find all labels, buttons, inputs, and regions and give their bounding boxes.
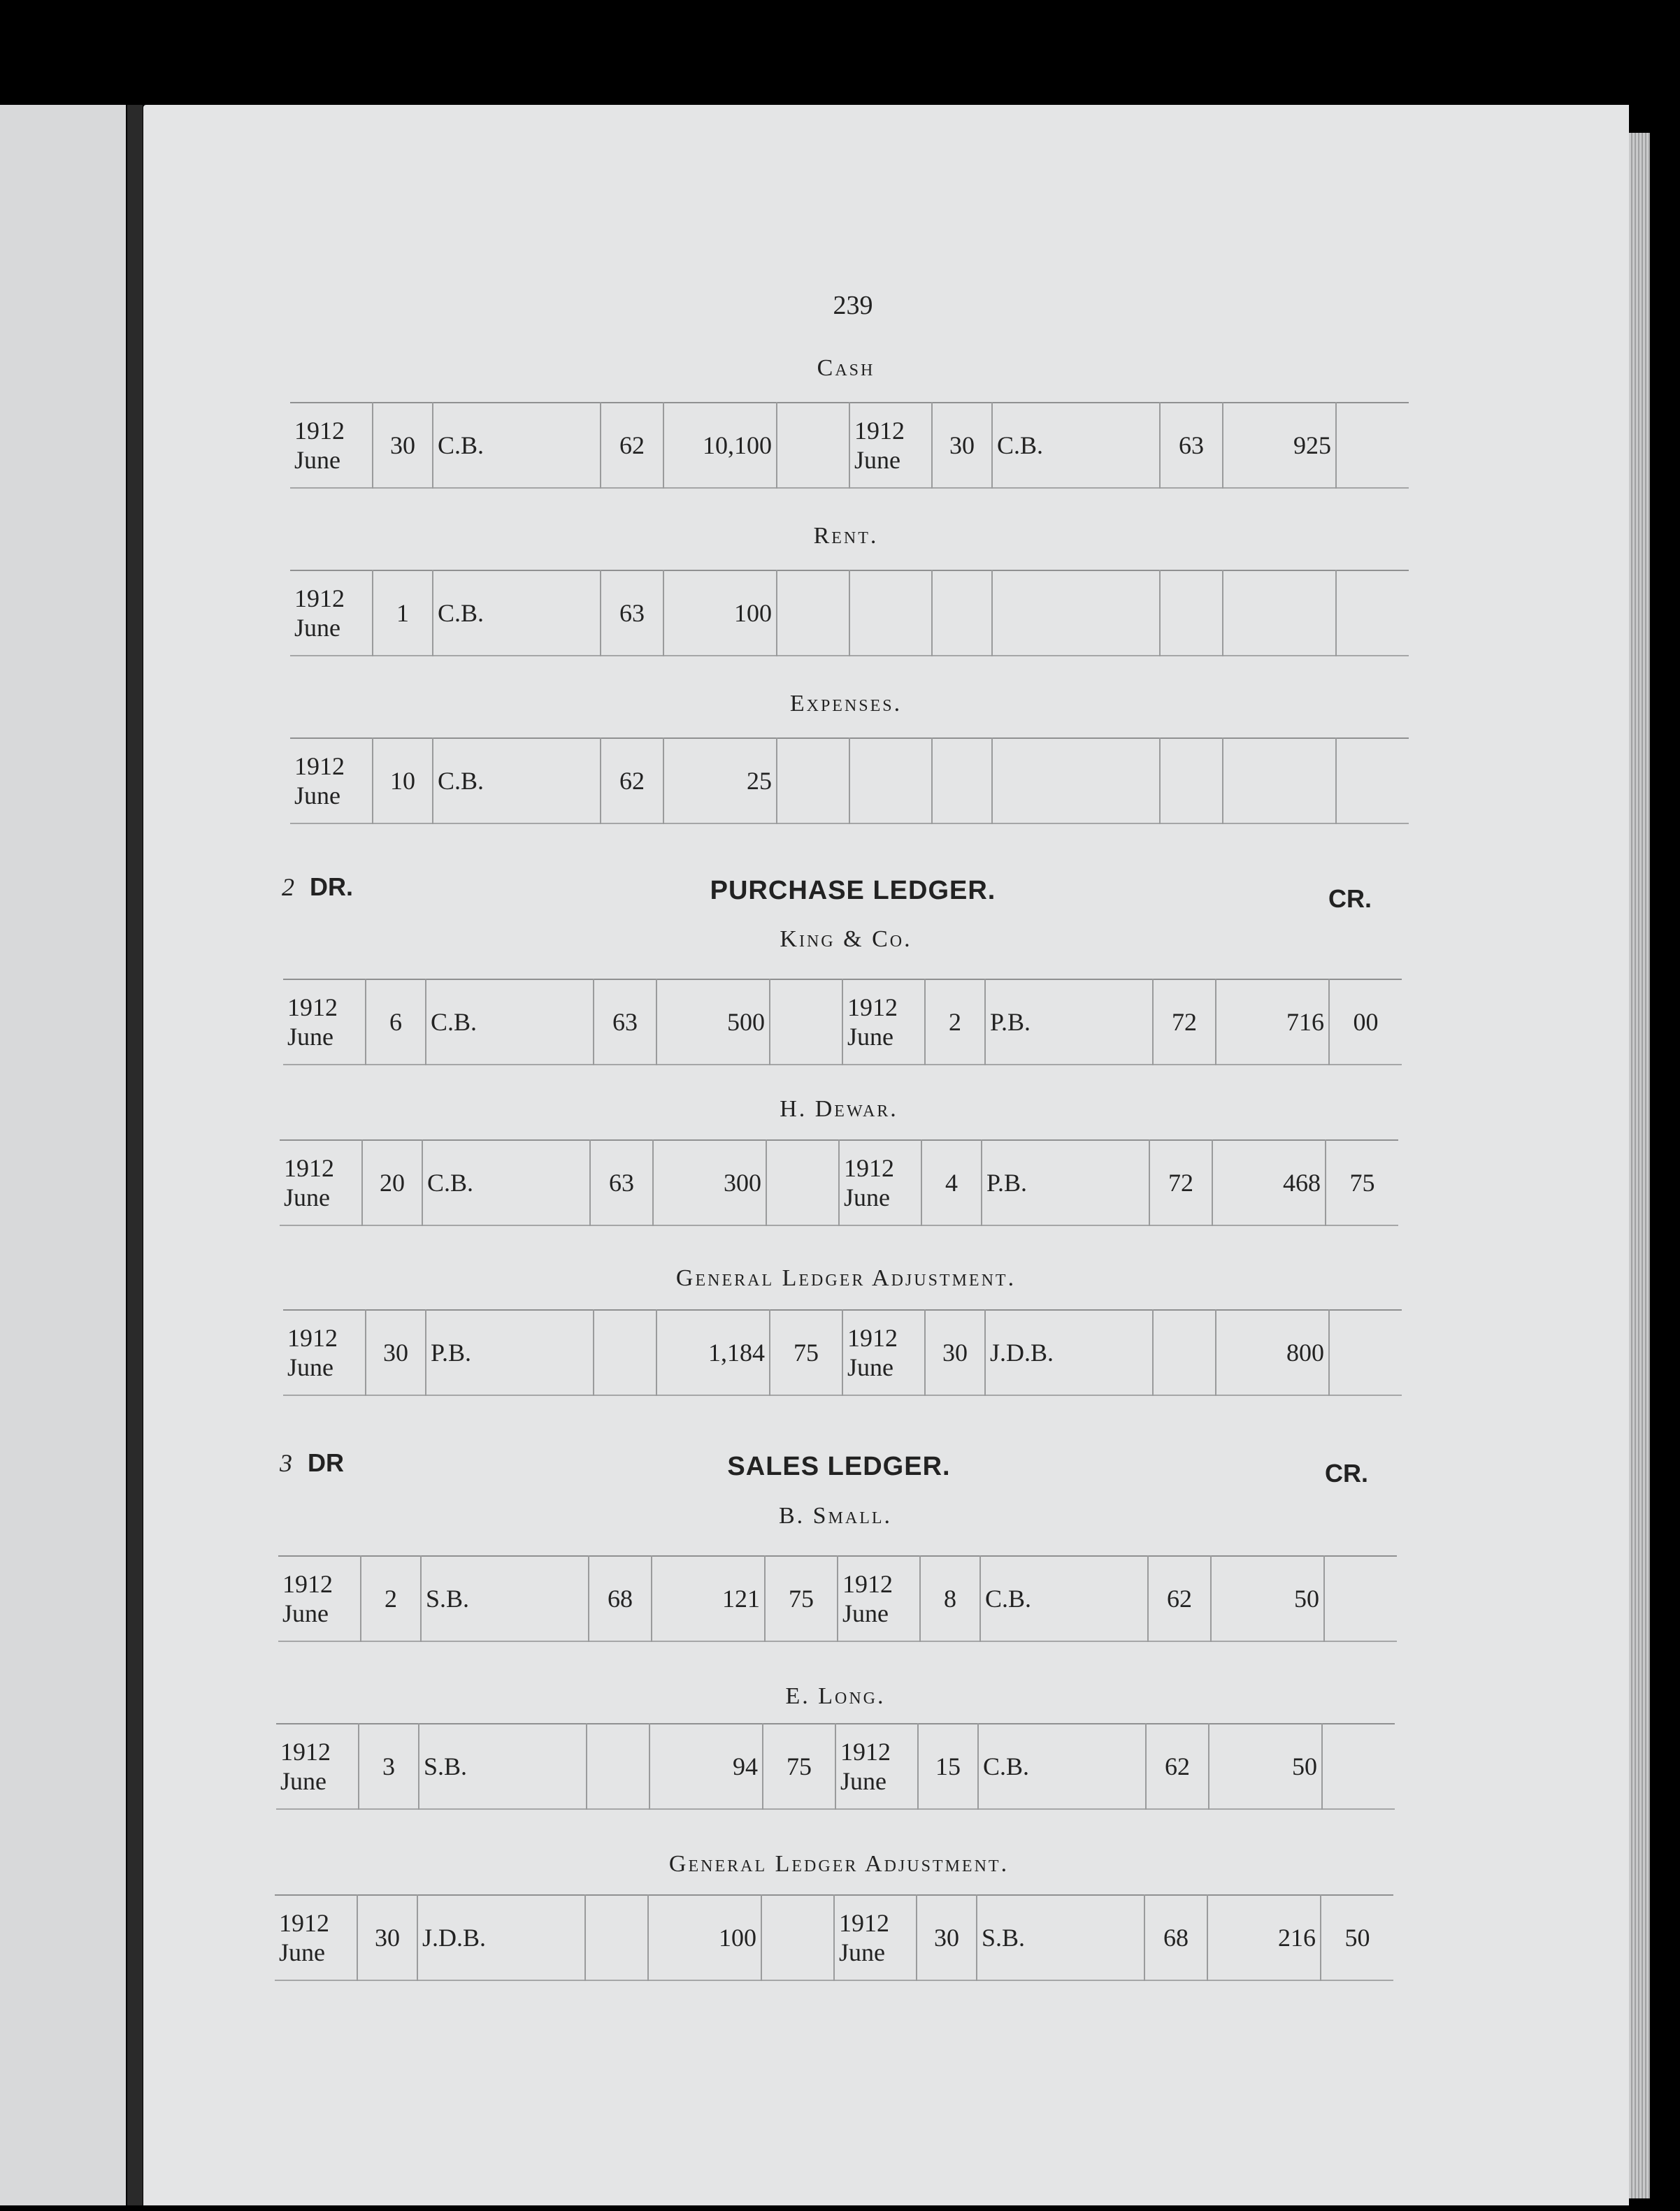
dr-day: 10 bbox=[373, 738, 433, 823]
dr-amount: 121 bbox=[652, 1556, 765, 1641]
dr-amount: 1,184 bbox=[656, 1310, 770, 1395]
cr-folio bbox=[1153, 1310, 1216, 1395]
ledger-table bbox=[290, 737, 1409, 824]
dr-folio-ref: C.B. bbox=[433, 738, 601, 823]
dr-amount: 300 bbox=[653, 1140, 766, 1225]
cr-date bbox=[849, 403, 932, 488]
dr-year: 1912 bbox=[294, 752, 345, 780]
dr-folio bbox=[585, 1895, 648, 1980]
ledger-row bbox=[278, 1556, 1397, 1641]
dr-cents: 75 bbox=[765, 1556, 838, 1641]
account-title: General Ledger Adjustment. bbox=[675, 1265, 1017, 1291]
cr-cents: 50 bbox=[1321, 1895, 1393, 1980]
cr-day: 4 bbox=[921, 1140, 982, 1225]
dr-day: 6 bbox=[366, 979, 426, 1065]
dr-cents bbox=[777, 570, 849, 656]
cr-day bbox=[932, 570, 992, 656]
cr-year: 1912 bbox=[847, 1324, 898, 1352]
cr-date bbox=[839, 1140, 921, 1225]
ledger-table bbox=[280, 1139, 1398, 1226]
cr-month: June bbox=[854, 446, 900, 474]
cr-folio-ref: C.B. bbox=[992, 403, 1160, 488]
account-title: B. Small. bbox=[778, 1503, 893, 1529]
dr-folio-ref: P.B. bbox=[426, 1310, 594, 1395]
sales-dr-label: 3 DR bbox=[280, 1448, 344, 1477]
cr-folio: 72 bbox=[1153, 979, 1216, 1065]
ledger-table bbox=[290, 402, 1409, 489]
dr-day: 20 bbox=[362, 1140, 422, 1225]
cr-cents bbox=[1329, 1310, 1402, 1395]
cr-month: June bbox=[839, 1938, 885, 1966]
cr-date bbox=[838, 1556, 920, 1641]
account-title: Rent. bbox=[813, 523, 879, 549]
cr-folio-ref bbox=[992, 738, 1160, 823]
dr-date bbox=[276, 1724, 359, 1809]
sales-ledger-title: SALES LEDGER. bbox=[727, 1452, 951, 1481]
cr-amount: 800 bbox=[1216, 1310, 1329, 1395]
ledger-row bbox=[276, 1724, 1395, 1809]
cr-month: June bbox=[847, 1023, 893, 1051]
dr-month: June bbox=[284, 1183, 330, 1211]
ledger-row bbox=[280, 1140, 1398, 1225]
dr-cents bbox=[777, 403, 849, 488]
ledger-table bbox=[275, 1894, 1393, 1981]
cr-month: June bbox=[840, 1767, 886, 1795]
dr-folio-ref: S.B. bbox=[419, 1724, 587, 1809]
dr-folio-ref: J.D.B. bbox=[417, 1895, 585, 1980]
dr-month: June bbox=[282, 1599, 329, 1627]
cr-amount: 925 bbox=[1223, 403, 1336, 488]
dr-cents bbox=[770, 979, 842, 1065]
dr-month: June bbox=[294, 782, 340, 809]
ledger-table bbox=[276, 1723, 1395, 1810]
cr-cents bbox=[1336, 570, 1409, 656]
cr-cents bbox=[1336, 738, 1409, 823]
cr-month: June bbox=[847, 1353, 893, 1381]
dr-folio: 63 bbox=[594, 979, 656, 1065]
cr-folio-ref: P.B. bbox=[985, 979, 1153, 1065]
dr-year: 1912 bbox=[294, 417, 345, 445]
cr-folio-ref bbox=[992, 570, 1160, 656]
dr-month: June bbox=[287, 1023, 333, 1051]
page-stack-edge bbox=[1629, 133, 1650, 2198]
cr-amount: 50 bbox=[1209, 1724, 1322, 1809]
cr-date bbox=[849, 570, 932, 656]
dr-cents bbox=[777, 738, 849, 823]
dr-date bbox=[278, 1556, 361, 1641]
dr-year: 1912 bbox=[294, 584, 345, 612]
dr-month: June bbox=[280, 1767, 326, 1795]
dr-amount: 25 bbox=[663, 738, 777, 823]
purchase-dr-label: 2 DR. bbox=[282, 872, 353, 901]
dr-year: 1912 bbox=[284, 1154, 334, 1182]
cr-folio bbox=[1160, 738, 1223, 823]
cr-date bbox=[842, 979, 925, 1065]
cr-date bbox=[834, 1895, 917, 1980]
dr-day: 30 bbox=[357, 1895, 417, 1980]
dr-month: June bbox=[294, 614, 340, 642]
cr-folio: 68 bbox=[1144, 1895, 1207, 1980]
dr-year: 1912 bbox=[280, 1738, 331, 1766]
purchase-ledger-title: PURCHASE LEDGER. bbox=[710, 876, 996, 905]
cr-amount bbox=[1223, 570, 1336, 656]
dr-folio-ref: C.B. bbox=[426, 979, 594, 1065]
cr-folio: 62 bbox=[1146, 1724, 1209, 1809]
dr-folio-ref: C.B. bbox=[433, 403, 601, 488]
ledger-table bbox=[283, 1309, 1402, 1396]
dr-cents: 75 bbox=[763, 1724, 835, 1809]
cr-day: 2 bbox=[925, 979, 985, 1065]
dr-year: 1912 bbox=[287, 993, 338, 1021]
dr-month: June bbox=[294, 446, 340, 474]
cr-cents bbox=[1322, 1724, 1395, 1809]
dr-month: June bbox=[279, 1938, 325, 1966]
ledger-table bbox=[290, 570, 1409, 656]
cr-day: 15 bbox=[918, 1724, 978, 1809]
cr-day: 30 bbox=[925, 1310, 985, 1395]
account-title: General Ledger Adjustment. bbox=[668, 1851, 1010, 1877]
cr-folio-ref: S.B. bbox=[977, 1895, 1144, 1980]
cr-day: 8 bbox=[920, 1556, 980, 1641]
dr-folio: 62 bbox=[601, 738, 663, 823]
dr-date bbox=[283, 979, 366, 1065]
dr-folio bbox=[587, 1724, 649, 1809]
cr-date bbox=[842, 1310, 925, 1395]
dr-day: 30 bbox=[373, 403, 433, 488]
dr-folio: 62 bbox=[601, 403, 663, 488]
cr-folio-ref: C.B. bbox=[978, 1724, 1146, 1809]
ledger-row bbox=[290, 403, 1409, 488]
ledger-row bbox=[290, 570, 1409, 656]
purchase-cr-label: CR. bbox=[1328, 884, 1372, 913]
sales-cr-label: CR. bbox=[1325, 1459, 1368, 1488]
cr-amount bbox=[1223, 738, 1336, 823]
account-title: Expenses. bbox=[789, 691, 903, 716]
cr-cents: 75 bbox=[1326, 1140, 1398, 1225]
dr-amount: 500 bbox=[656, 979, 770, 1065]
account-title: Cash bbox=[817, 355, 875, 381]
cr-folio: 72 bbox=[1149, 1140, 1212, 1225]
cr-folio bbox=[1160, 570, 1223, 656]
cr-day: 30 bbox=[917, 1895, 977, 1980]
dr-folio bbox=[594, 1310, 656, 1395]
dr-day: 3 bbox=[359, 1724, 419, 1809]
cr-year: 1912 bbox=[842, 1570, 893, 1598]
cr-amount: 468 bbox=[1212, 1140, 1326, 1225]
cr-day: 30 bbox=[932, 403, 992, 488]
dr-year: 1912 bbox=[282, 1570, 333, 1598]
cr-year: 1912 bbox=[840, 1738, 891, 1766]
dr-year: 1912 bbox=[287, 1324, 338, 1352]
ledger-table bbox=[278, 1555, 1397, 1642]
dr-date bbox=[280, 1140, 362, 1225]
dr-amount: 94 bbox=[649, 1724, 763, 1809]
facing-page-edge bbox=[0, 105, 126, 2205]
page-number: 239 bbox=[833, 291, 873, 320]
dr-date bbox=[275, 1895, 357, 1980]
dr-folio-ref: C.B. bbox=[433, 570, 601, 656]
cr-amount: 716 bbox=[1216, 979, 1329, 1065]
dr-folio-ref: C.B. bbox=[422, 1140, 590, 1225]
cr-year: 1912 bbox=[854, 417, 905, 445]
dr-date bbox=[283, 1310, 366, 1395]
dr-cents: 75 bbox=[770, 1310, 842, 1395]
dr-day: 2 bbox=[361, 1556, 421, 1641]
ledger-row bbox=[275, 1895, 1393, 1980]
cr-year: 1912 bbox=[844, 1154, 894, 1182]
cr-day bbox=[932, 738, 992, 823]
dr-amount: 10,100 bbox=[663, 403, 777, 488]
cr-month: June bbox=[844, 1183, 890, 1211]
cr-month: June bbox=[842, 1599, 889, 1627]
dr-year: 1912 bbox=[279, 1909, 329, 1937]
ledger-table bbox=[283, 979, 1402, 1065]
dr-folio: 63 bbox=[601, 570, 663, 656]
cr-year: 1912 bbox=[847, 993, 898, 1021]
cr-year: 1912 bbox=[839, 1909, 889, 1937]
dr-day: 30 bbox=[366, 1310, 426, 1395]
account-title: King & Co. bbox=[780, 926, 912, 952]
account-title: E. Long. bbox=[785, 1683, 886, 1709]
dr-cents bbox=[766, 1140, 839, 1225]
cr-folio-ref: J.D.B. bbox=[985, 1310, 1153, 1395]
cr-date bbox=[835, 1724, 918, 1809]
cr-cents bbox=[1324, 1556, 1397, 1641]
dr-amount: 100 bbox=[648, 1895, 761, 1980]
dr-folio: 63 bbox=[590, 1140, 653, 1225]
cr-date bbox=[849, 738, 932, 823]
cr-folio-ref: P.B. bbox=[982, 1140, 1149, 1225]
dr-folio-ref: S.B. bbox=[421, 1556, 589, 1641]
ledger-row bbox=[283, 979, 1402, 1065]
dr-date bbox=[290, 570, 373, 656]
dr-month: June bbox=[287, 1353, 333, 1381]
book-binding bbox=[127, 105, 143, 2205]
dr-day: 1 bbox=[373, 570, 433, 656]
cr-amount: 216 bbox=[1207, 1895, 1321, 1980]
dr-cents bbox=[761, 1895, 834, 1980]
account-title: H. Dewar. bbox=[780, 1096, 898, 1122]
dr-date bbox=[290, 738, 373, 823]
cr-amount: 50 bbox=[1211, 1556, 1324, 1641]
ledger-row bbox=[290, 738, 1409, 823]
dr-amount: 100 bbox=[663, 570, 777, 656]
cr-cents bbox=[1336, 403, 1409, 488]
dr-folio: 68 bbox=[589, 1556, 652, 1641]
cr-folio: 62 bbox=[1148, 1556, 1211, 1641]
ledger-row bbox=[283, 1310, 1402, 1395]
cr-cents: 00 bbox=[1329, 979, 1402, 1065]
cr-folio: 63 bbox=[1160, 403, 1223, 488]
dr-date bbox=[290, 403, 373, 488]
cr-folio-ref: C.B. bbox=[980, 1556, 1148, 1641]
